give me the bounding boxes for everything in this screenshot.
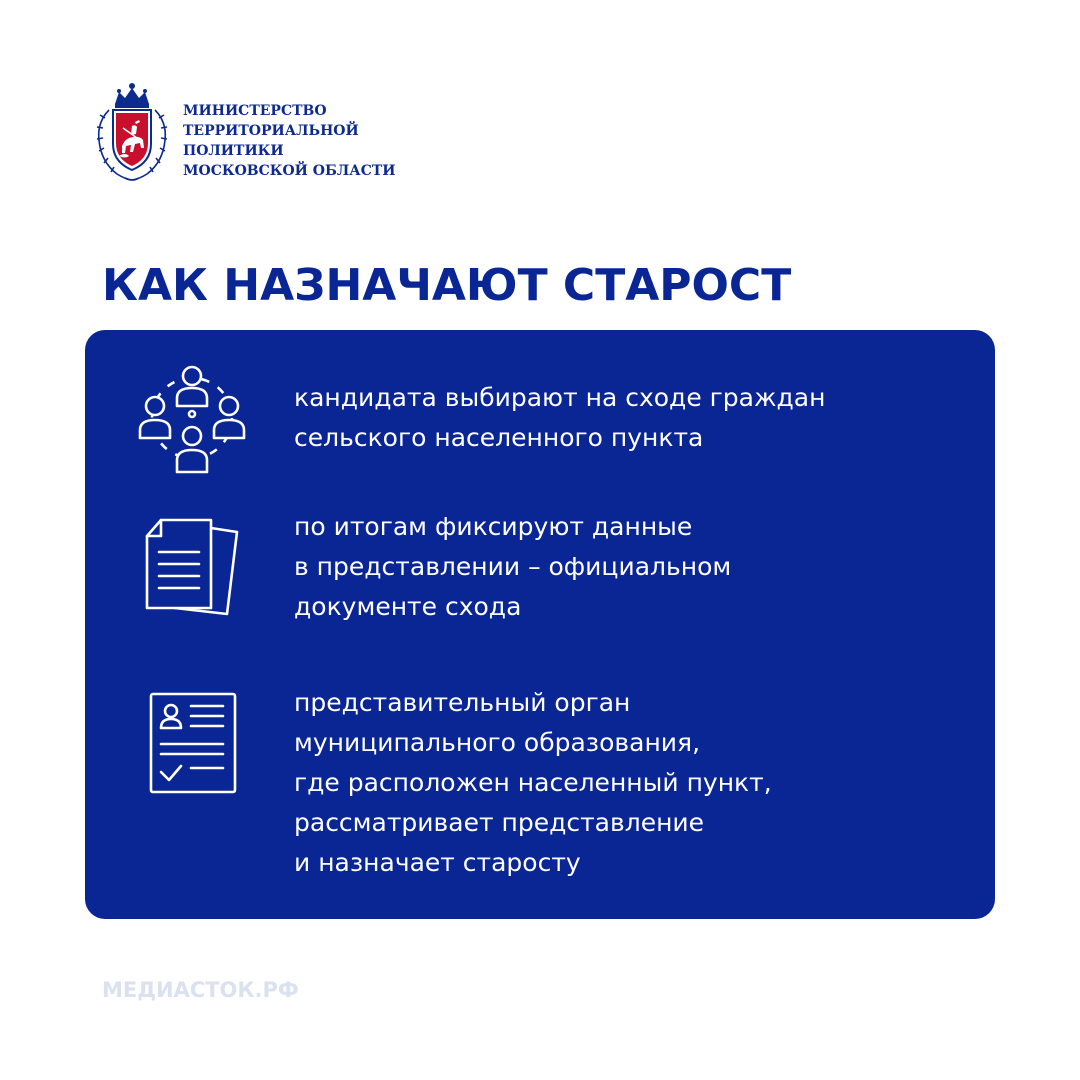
step-2-text	[294, 507, 731, 627]
step-text-line: документе схода	[294, 592, 522, 621]
people-group-icon	[135, 362, 251, 474]
steps-panel	[85, 330, 995, 919]
crown-icon	[115, 83, 149, 108]
step-text-line: муниципального образования,	[294, 728, 701, 757]
step-text-line: и назначает старосту	[294, 848, 581, 877]
approved-profile-document-icon	[149, 692, 239, 796]
documents-icon	[145, 518, 241, 616]
step-text-line: по итогам фиксируют данные	[294, 512, 693, 541]
step-text-line: кандидата выбирают на сходе граждан	[294, 383, 826, 412]
step-text-line: в представлении – официальном	[294, 552, 732, 581]
step-3-text	[294, 683, 772, 883]
ministry-name-line: МИНИСТЕРСТВО	[183, 103, 327, 119]
page-title: КАК НАЗНАЧАЮТ СТАРОСТ	[102, 260, 792, 311]
shield-icon	[113, 110, 151, 170]
ministry-name-line: ТЕРРИТОРИАЛЬНОЙ	[183, 123, 359, 139]
step-text-line: рассматривает представление	[294, 808, 705, 837]
step-text-line: представительный орган	[294, 688, 631, 717]
ministry-name-line: ПОЛИТИКИ	[183, 143, 284, 159]
source-watermark: МЕДИАСТОК.РФ	[102, 978, 299, 1002]
coat-of-arms-emblem	[95, 82, 169, 182]
step-1-text	[294, 378, 825, 458]
ministry-name	[183, 101, 396, 181]
step-text-line: где расположен населенный пункт,	[294, 768, 772, 797]
step-text-line: сельского населенного пункта	[294, 423, 704, 452]
ministry-name-line: МОСКОВСКОЙ ОБЛАСТИ	[183, 163, 396, 179]
